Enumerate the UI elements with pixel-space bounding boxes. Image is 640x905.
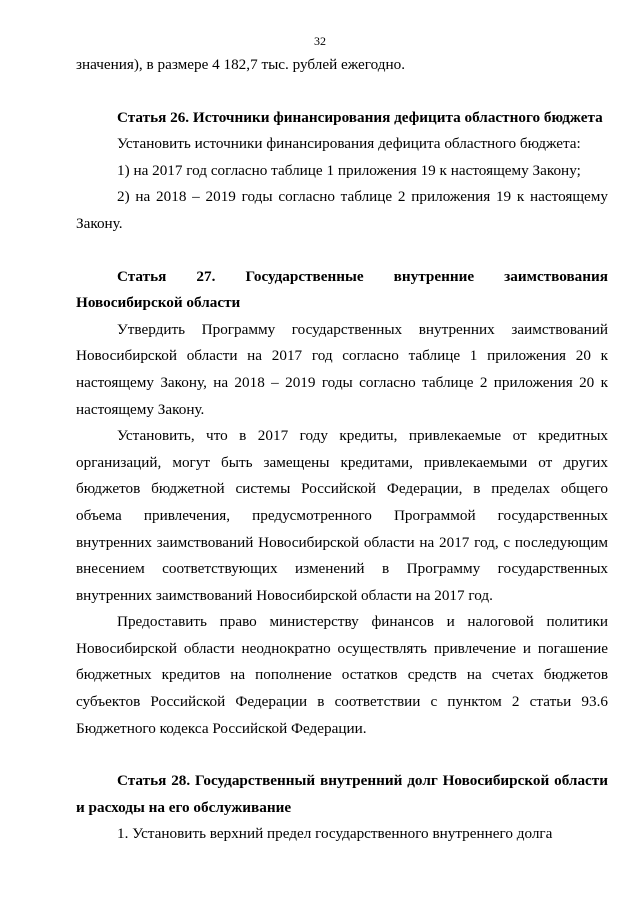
article-27-paragraph-1: Утвердить Программу государственных внутренних заимствований Новосибирской области на 2017 год согласно таблице 1 приложения 20 к настоящему Закону, на 2018 – 2019 годы согласно таблице 2 приложения 20 к настоящему Закону. [76, 320, 608, 418]
spacer [76, 79, 608, 105]
article-26-intro: Установить источники финансирования дефицита областного бюджета: [117, 135, 581, 153]
document-body [76, 52, 608, 848]
article-28-paragraph-1: 1. Установить верхний предел государственного внутреннего долга [117, 825, 553, 843]
article-26-title: Статья 26. Источники финансирования дефицита областного бюджета [117, 108, 603, 126]
continuation-paragraph: значения), в размере 4 182,7 тыс. рублей ежегодно. [76, 56, 406, 73]
article-27 [76, 264, 608, 743]
article-28 [76, 768, 608, 848]
article-26 [76, 105, 608, 238]
spacer [76, 742, 608, 768]
article-26-item-2: 2) на 2018 – 2019 годы согласно таблице 2 приложения 19 к настоящему Закону. [76, 188, 608, 232]
article-26-item-1: 1) на 2017 год согласно таблице 1 приложения 19 к настоящему Закону; [117, 161, 581, 179]
page-number: 32 [314, 34, 326, 48]
spacer [76, 238, 608, 264]
article-27-paragraph-3: Предоставить право министерству финансов и налоговой политики Новосибирской области неоднократно осуществлять привлечение и погашение бюджетных кредитов на пополнение остатков средств на счетах бюджетов субъектов Российской Федерации в соответствии с пунктом 2 статьи 93.6 Бюджетного кодекса Российской Федерации. [76, 613, 608, 737]
article-27-paragraph-2: Установить, что в 2017 году кредиты, привлекаемые от кредитных организаций, могут быть замещены кредитами, привлекаемыми от других бюджетов бюджетной системы Российской Федерации, в пределах общего объема привлечения, предусмотренного Программой государственных внутренних заимствований Новосибирской области на 2017 год, с последующим внесением соответствующих изменений в Программу государственных внутренних заимствований Новосибирской области на 2017 год. [76, 427, 608, 604]
article-27-title: Статья 27. Государственные внутренние заимствования Новосибирской области [76, 267, 608, 312]
article-28-title: Статья 28. Государственный внутренний долг Новосибирской области и расходы на его обслуживание [76, 772, 608, 816]
